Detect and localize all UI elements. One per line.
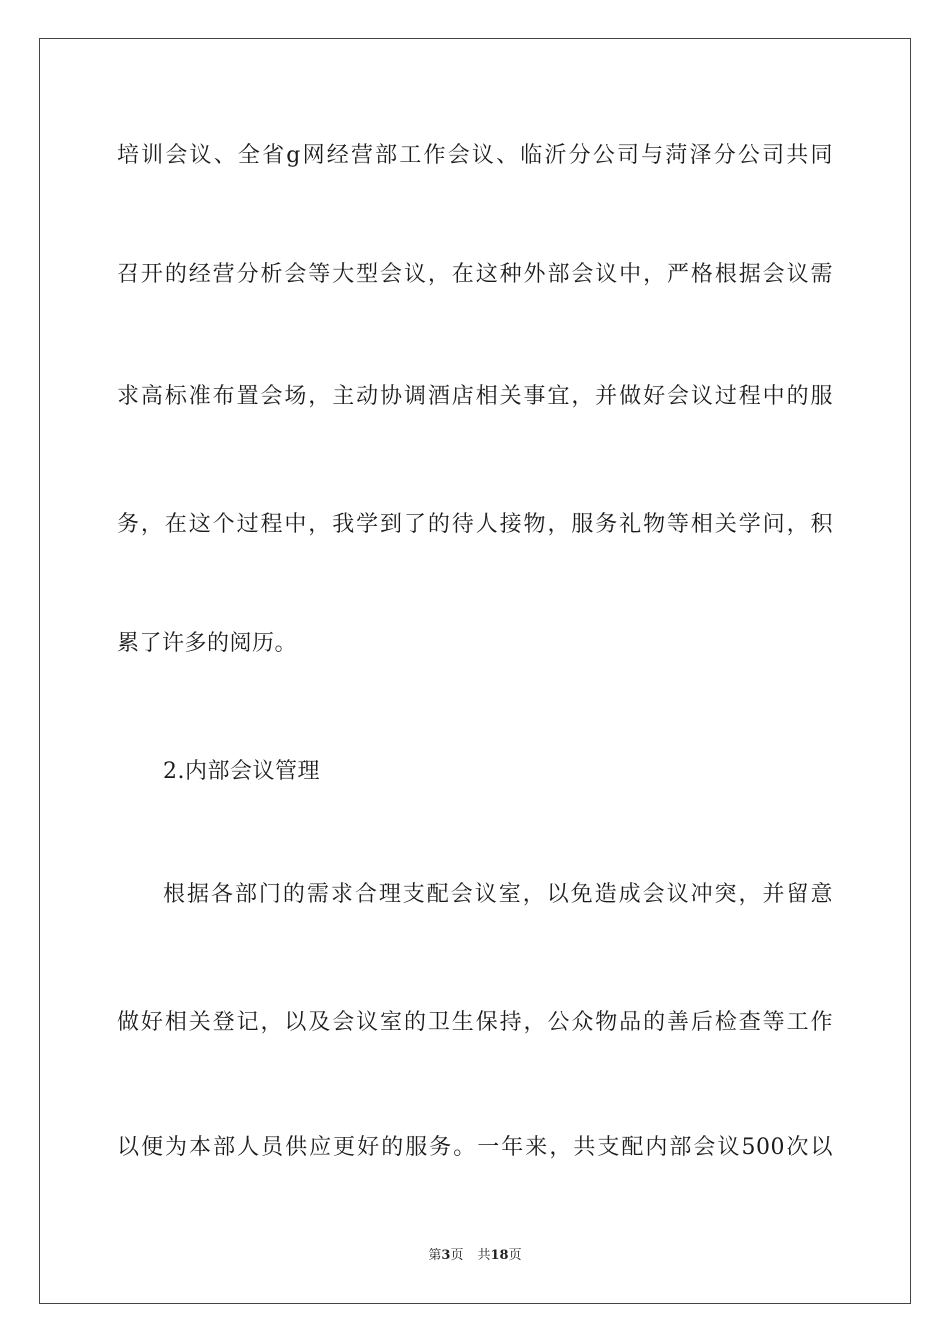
footer-page-suffix: 页: [450, 1248, 464, 1263]
body-text-line-1: 培训会议、全省g网经营部工作会议、临沂分公司与菏泽分公司共同: [117, 143, 833, 168]
page-footer: [0, 1247, 950, 1265]
body-text-line-9: 以便为本部人员供应更好的服务。一年来，共支配内部会议500次以: [117, 1135, 833, 1160]
footer-total-suffix: 页: [508, 1248, 522, 1263]
body-text-line-4: 务，在这个过程中，我学到了的待人接物，服务礼物等相关学问，积: [117, 512, 833, 537]
page-border: [39, 38, 911, 1304]
body-text-line-3: 求高标准布置会场，主动协调酒店相关事宜，并做好会议过程中的服: [117, 384, 833, 409]
footer-total-pages: 18: [490, 1248, 509, 1263]
body-text-line-2: 召开的经营分析会等大型会议，在这种外部会议中，严格根据会议需: [117, 262, 833, 287]
section-heading: 2.内部会议管理: [163, 759, 320, 784]
body-text-line-5: 累了许多的阅历。: [117, 631, 298, 656]
body-text-line-7: 根据各部门的需求合理支配会议室，以免造成会议冲突，并留意: [163, 882, 833, 907]
footer-total-prefix: 共: [477, 1248, 491, 1263]
footer-page-number: 3: [441, 1248, 451, 1263]
footer-page-prefix: 第: [428, 1248, 442, 1263]
body-text-line-8: 做好相关登记，以及会议室的卫生保持，公众物品的善后检查等工作: [117, 1010, 833, 1035]
